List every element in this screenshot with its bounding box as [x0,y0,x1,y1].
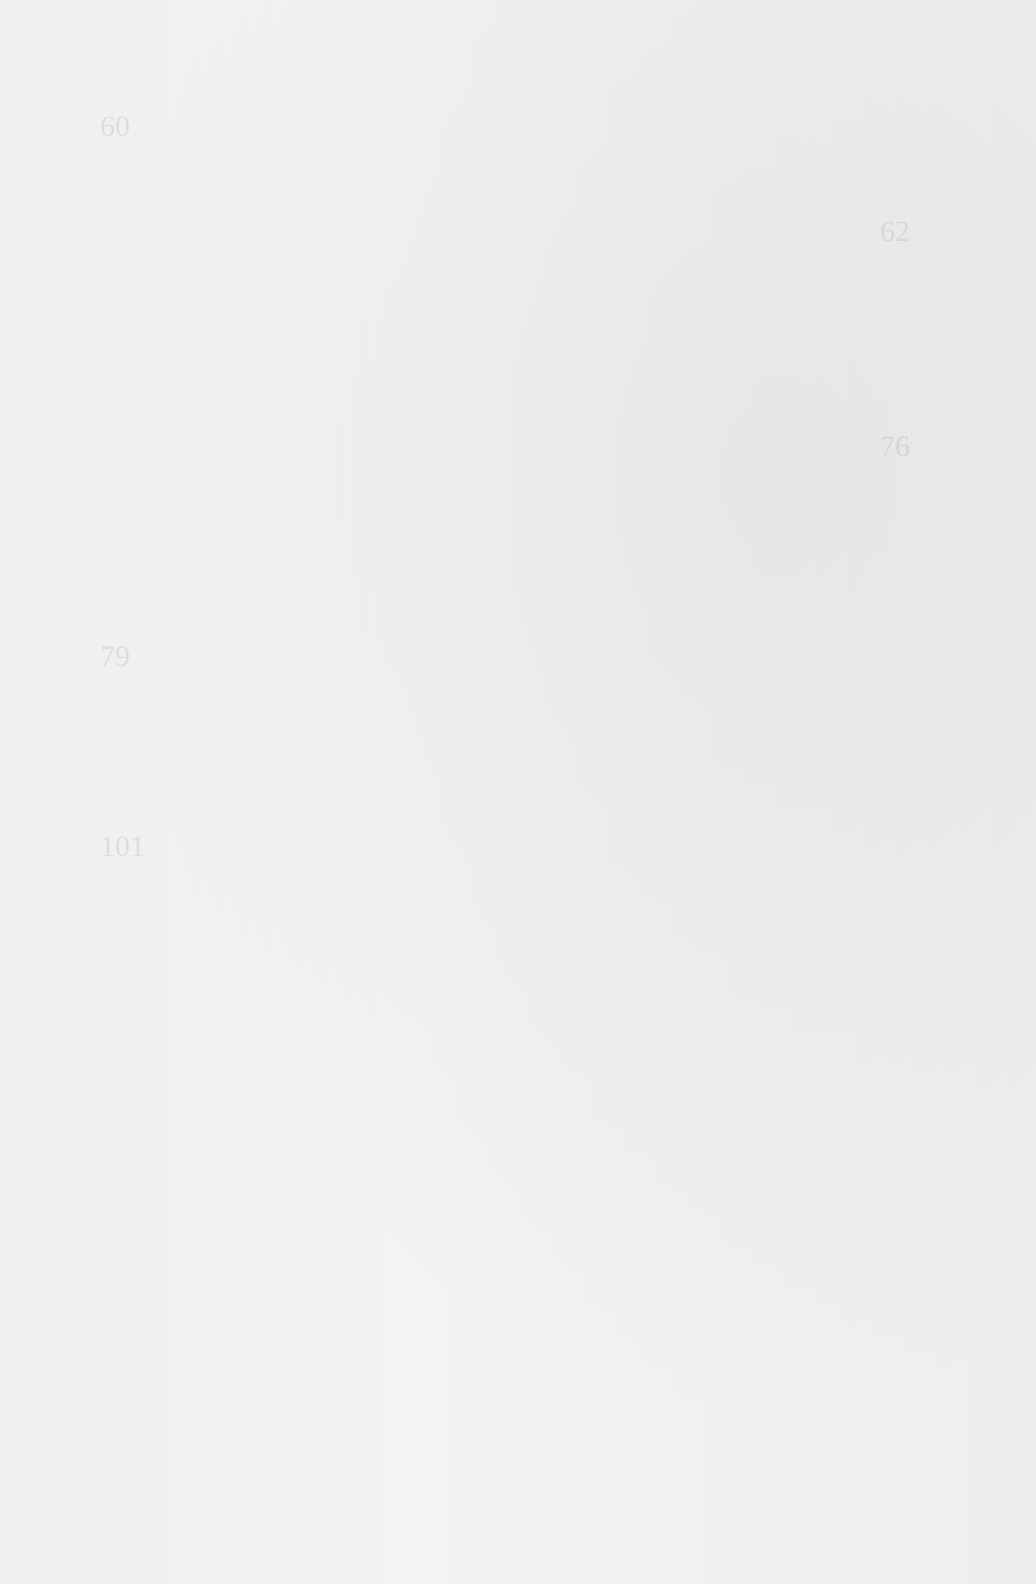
bleed-through-mark: 101 [100,830,145,863]
bleed-through-mark: 60 [100,110,130,143]
table-of-contents [183,100,963,108]
bleed-through-mark: 62 [880,215,910,248]
bleed-through-mark: 79 [100,640,130,673]
bleed-through-mark: 76 [880,430,910,463]
